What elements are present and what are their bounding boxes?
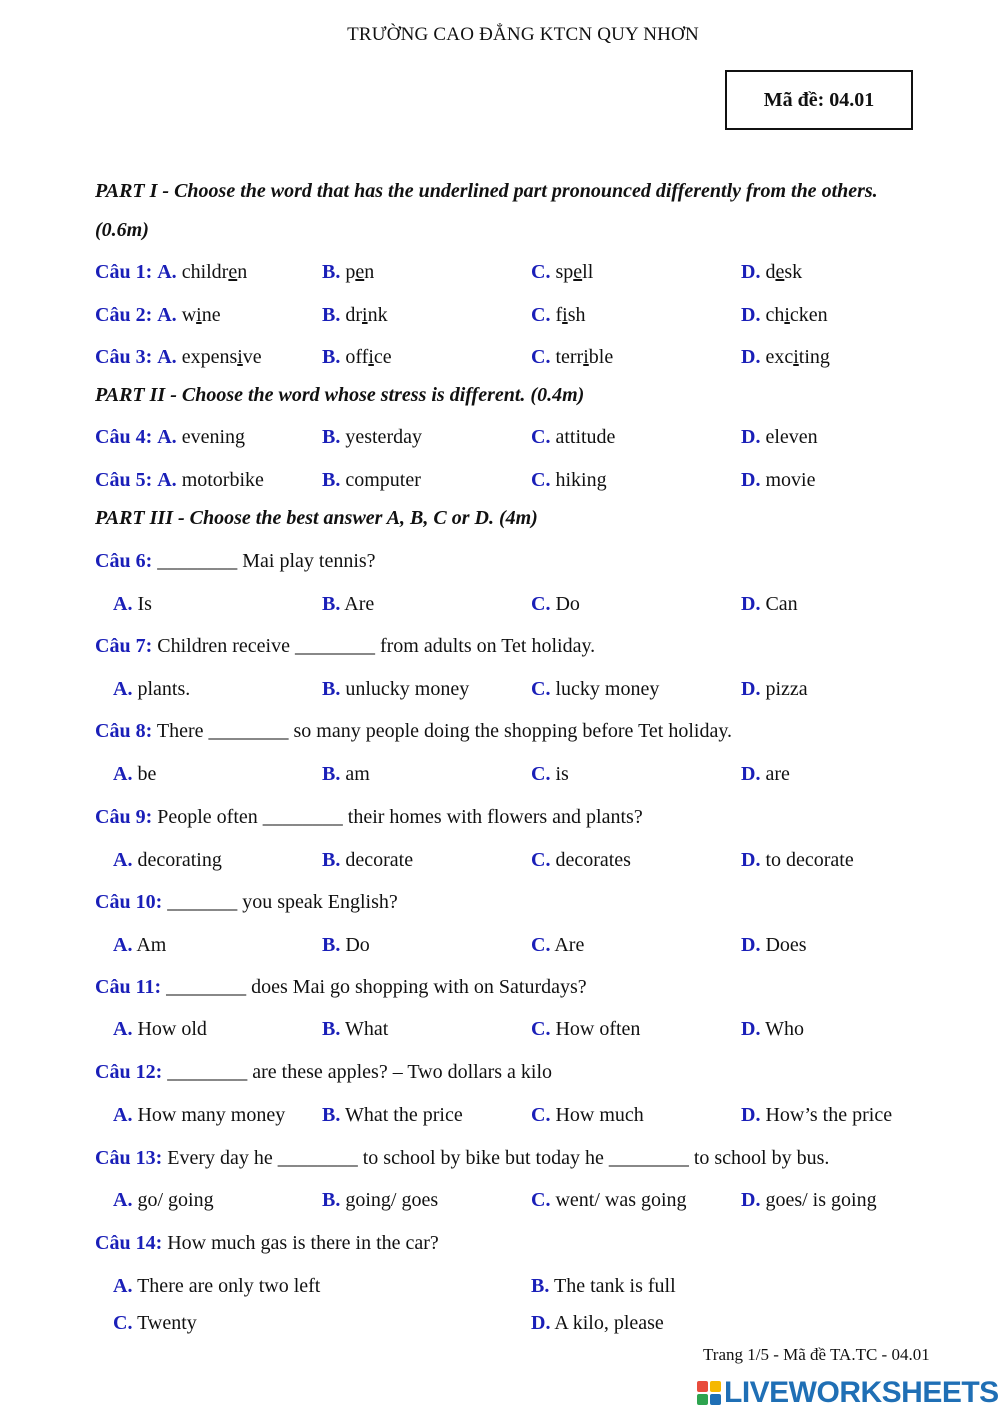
option-d[interactable]: D. eleven — [741, 426, 818, 448]
option-b[interactable]: B. pen — [322, 261, 375, 283]
option-d[interactable]: D. chicken — [741, 304, 828, 326]
option-d[interactable]: D. Does — [741, 934, 807, 956]
question-10: Câu 10: _______ you speak English? — [95, 891, 398, 913]
liveworksheets-logo[interactable] — [697, 1376, 999, 1410]
question-7: Câu 7: Children receive ________ from adults on Tet holiday. — [95, 635, 596, 657]
question-8: Câu 8: There ________ so many people doing the shopping before Tet holiday. — [95, 720, 733, 742]
exam-code: Mã đề: 04.01 — [763, 88, 875, 111]
option-c[interactable]: C. lucky money — [531, 678, 660, 700]
option-c[interactable]: C. terrible — [531, 346, 614, 368]
option-c[interactable]: C. How much — [531, 1104, 644, 1126]
option-a[interactable]: A. plants. — [113, 678, 191, 700]
question-5: Câu 5: A. motorbike — [95, 469, 264, 491]
part-2-heading: PART II - Choose the word whose stress is different. (0.4m) — [95, 384, 585, 406]
option-b[interactable]: B. drink — [322, 304, 388, 326]
question-9: Câu 9: People often ________ their homes with flowers and plants? — [95, 806, 643, 828]
question-4: Câu 4: A. evening — [95, 426, 245, 448]
option-d[interactable]: D. How’s the price — [741, 1104, 893, 1126]
question-3: Câu 3: A. expensive — [95, 346, 262, 368]
option-b[interactable]: B. am — [322, 763, 370, 785]
option-a[interactable]: A. Am — [113, 934, 167, 956]
option-c[interactable]: C. How often — [531, 1018, 641, 1040]
question-12: Câu 12: ________ are these apples? – Two dollars a kilo — [95, 1061, 553, 1083]
option-d[interactable]: D. movie — [741, 469, 816, 491]
option-b[interactable]: B. going/ goes — [322, 1189, 439, 1211]
option-a[interactable]: A. Is — [113, 593, 152, 615]
question-11: Câu 11: ________ does Mai go shopping with on Saturdays? — [95, 976, 587, 998]
option-c[interactable]: C. spell — [531, 261, 594, 283]
option-b[interactable]: B. The tank is full — [531, 1275, 676, 1297]
exam-code-box — [725, 70, 913, 130]
option-c[interactable]: C. decorates — [531, 849, 631, 871]
option-b[interactable]: B. Do — [322, 934, 370, 956]
option-a[interactable]: A. go/ going — [113, 1189, 214, 1211]
question-2: Câu 2: A. wine — [95, 304, 221, 326]
option-d[interactable]: D. A kilo, please — [531, 1312, 664, 1334]
brand-name: LIVEWORKSHEETS — [724, 1376, 999, 1409]
option-b[interactable]: B. unlucky money — [322, 678, 470, 700]
page-footer: Trang 1/5 - Mã đề TA.TC - 04.01 — [703, 1345, 930, 1364]
option-a[interactable]: A. There are only two left — [113, 1275, 321, 1297]
option-a[interactable]: A. How old — [113, 1018, 207, 1040]
option-c[interactable]: C. attitude — [531, 426, 616, 448]
option-a[interactable]: A. be — [113, 763, 157, 785]
part-1-points: (0.6m) — [95, 219, 149, 241]
option-b[interactable]: B. office — [322, 346, 392, 368]
option-d[interactable]: D. Can — [741, 593, 798, 615]
option-c[interactable]: C. fish — [531, 304, 586, 326]
option-d[interactable]: D. desk — [741, 261, 803, 283]
option-c[interactable]: C. went/ was going — [531, 1189, 687, 1211]
option-d[interactable]: D. pizza — [741, 678, 808, 700]
question-1: Câu 1: A. children — [95, 261, 248, 283]
option-c[interactable]: C. Are — [531, 934, 585, 956]
part-1-heading: PART I - Choose the word that has the underlined part pronounced differently from the others. — [95, 180, 878, 202]
option-b[interactable]: B. Are — [322, 593, 375, 615]
question-6: Câu 6: ________ Mai play tennis? — [95, 550, 376, 572]
option-c[interactable]: C. is — [531, 763, 569, 785]
option-d[interactable]: D. exciting — [741, 346, 830, 368]
option-b[interactable]: B. yesterday — [322, 426, 422, 448]
option-d[interactable]: D. Who — [741, 1018, 804, 1040]
logo-squares-icon — [697, 1381, 721, 1405]
option-c[interactable]: C. Do — [531, 593, 580, 615]
option-b[interactable]: B. decorate — [322, 849, 414, 871]
question-13: Câu 13: Every day he ________ to school by bike but today he ________ to school by bus. — [95, 1147, 830, 1169]
option-a[interactable]: A. decorating — [113, 849, 222, 871]
option-c[interactable]: C. hiking — [531, 469, 607, 491]
part-3-heading: PART III - Choose the best answer A, B, C or D. (4m) — [95, 507, 538, 529]
option-b[interactable]: B. computer — [322, 469, 421, 491]
option-b[interactable]: B. What the price — [322, 1104, 463, 1126]
question-14: Câu 14: How much gas is there in the car? — [95, 1232, 439, 1254]
school-name: TRƯỜNG CAO ĐẲNG KTCN QUY NHƠN — [347, 24, 699, 45]
option-d[interactable]: D. goes/ is going — [741, 1189, 877, 1211]
option-c[interactable]: C. Twenty — [113, 1312, 197, 1334]
option-b[interactable]: B. What — [322, 1018, 389, 1040]
option-d[interactable]: D. are — [741, 763, 790, 785]
option-a[interactable]: A. How many money — [113, 1104, 286, 1126]
option-d[interactable]: D. to decorate — [741, 849, 854, 871]
